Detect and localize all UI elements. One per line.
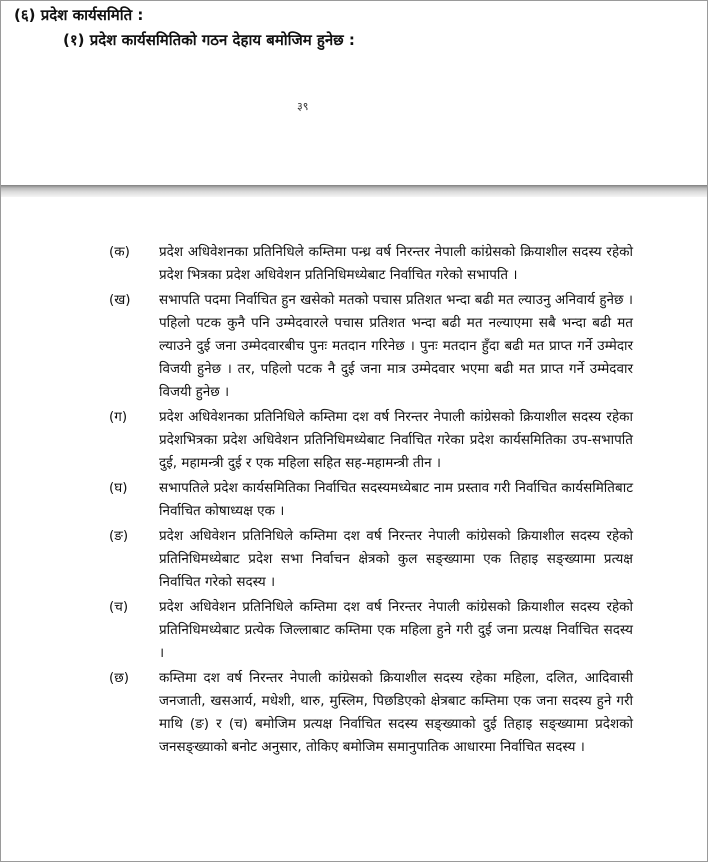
sub-heading: (१) प्रदेश कार्यसमितिको गठन देहाय बमोजिम हुनेछ :: [63, 31, 355, 49]
clause-nga: [109, 525, 633, 594]
clause-text: प्रदेश अधिवेशन प्रतिनिधिले कम्तिमा दश वर्ष निरन्तर नेपाली कांग्रेसको क्रियाशील सदस्य रहेको प्रतिनिधिमध्येबाट प्रदेश सभा निर्वाचन क्षेत्रको कुल सङ्ख्यामा एक तिहाइ सङ्ख्यामा प्रत्यक्ष निर्वाचित गरेको सदस्य ।: [159, 528, 633, 590]
clause-text: प्रदेश अधिवेशनका प्रतिनिधिले कम्तिमा दश वर्ष निरन्तर नेपाली कांग्रेसको क्रियाशील सदस्य रहेका प्रदेशभित्रका प्रदेश अधिवेशन प्रतिनिधिमध्येबाट निर्वाचित गरेका प्रदेश कार्यसमितिका उप-सभापति दुई, महामन्त्री दुई र एक महिला सहित सह-महामन्त्री तीन ।: [159, 409, 633, 471]
clause-marker: (ख): [109, 292, 131, 308]
clause-marker: (ङ): [109, 528, 129, 544]
clause-text: प्रदेश अधिवेशनका प्रतिनिधिले कम्तिमा पन्ध्र वर्ष निरन्तर नेपाली कांग्रेसको क्रियाशील सदस्य रहेको प्रदेश भित्रका प्रदेश अधिवेशन प्रतिनिधिमध्येबाट निर्वाचित गरेको सभापति ।: [159, 244, 633, 283]
clause-chha: [109, 667, 633, 759]
clause-marker: (ग): [109, 409, 128, 425]
clause-kha: [109, 289, 633, 404]
clause-marker: (घ): [109, 480, 128, 496]
page-bottom: [1, 197, 707, 861]
section-heading: (६) प्रदेश कार्यसमिति :: [14, 6, 144, 24]
clause-gha: [109, 477, 633, 523]
clause-ga: [109, 406, 633, 475]
clause-text: कम्तिमा दश वर्ष निरन्तर नेपाली कांग्रेसको क्रियाशील सदस्य रहेका महिला, दलित, आदिवासी जनजाती, खसआर्य, मधेशी, थारु, मुस्लिम, पिछडिएको क्षेत्रबाट कम्तिमा एक जना सदस्य हुने गरी माथि (ङ) र (च) बमोजिम प्रत्यक्ष निर्वाचित सदस्य सङ्ख्याको दुई तिहाइ सङ्ख्यामा प्रदेशको जनसङ्ख्याको बनोट अनुसार, तोकिए बमोजिम समानुपातिक आधारमा निर्वाचित सदस्य ।: [159, 670, 633, 755]
clause-cha: [109, 596, 633, 665]
clause-marker: (क): [109, 244, 130, 260]
clause-text: सभापति पदमा निर्वाचित हुन खसेको मतको पचास प्रतिशत भन्दा बढी मत ल्याउनु अनिवार्य हुनेछ । पहिलो पटक कुनै पनि उम्मेदवारले पचास प्रतिशत भन्दा बढी मत नल्याएमा सबै भन्दा बढी मत ल्याउने दुई जना उम्मेदवारबीच पुनः मतदान गरिनेछ । पुनः मतदान हुँदा बढी मत प्राप्त गर्ने उम्मेदार विजयी हुनेछ । तर, पहिलो पटक नै दुई जना मात्र उम्मेदवार भएमा बढी मत प्राप्त गर्ने उम्मेदवार विजयी हुनेछ ।: [159, 292, 633, 400]
clause-marker: (छ): [109, 670, 129, 686]
clause-ka: [109, 241, 633, 287]
clause-marker: (च): [109, 599, 129, 615]
clause-text: सभापतिले प्रदेश कार्यसमितिका निर्वाचित सदस्यमध्येबाट नाम प्रस्ताव गरी निर्वाचित कार्यसमितिबाट निर्वाचित कोषाध्यक्ष एक ।: [159, 480, 633, 519]
page-top: [1, 1, 707, 185]
clause-list: [109, 241, 633, 761]
page-break: [1, 185, 707, 197]
page-number: ३९: [297, 100, 309, 113]
clause-text: प्रदेश अधिवेशन प्रतिनिधिले कम्तिमा दश वर्ष निरन्तर नेपाली कांग्रेसको क्रियाशील सदस्य रहेको प्रतिनिधिमध्येबाट प्रत्येक जिल्लाबाट कम्तिमा एक महिला हुने गरी दुई जना प्रत्यक्ष निर्वाचित सदस्य ।: [159, 599, 633, 661]
